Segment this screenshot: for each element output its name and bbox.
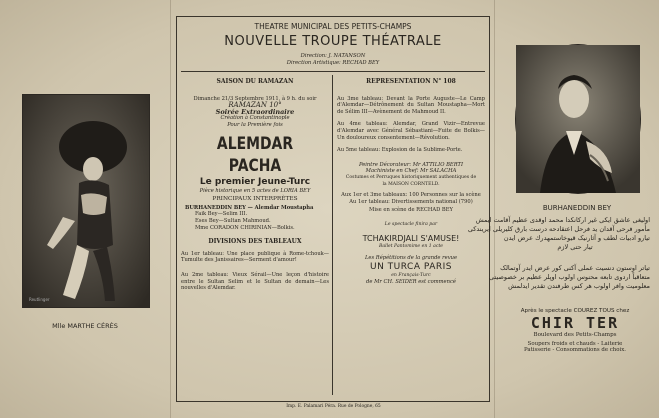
fold-line-right xyxy=(494,0,495,418)
cast-1: BURHANEDDIN BEY — Alemdar Moustapha xyxy=(185,204,314,211)
patisserie: Patisserie - Consommations de choix. xyxy=(524,347,626,353)
entrees-1: Aux 1er et 3me tableaux: 100 Personnes sur la scène xyxy=(341,192,481,199)
column-divider xyxy=(332,75,333,395)
ottoman-line-3: تیارو ادبیات لطف و آثارنیک قیوخاستمهدرك عرض ایدن xyxy=(503,234,650,242)
tchakirdjali: TCHAKIRDJALI S'AMUSE! xyxy=(362,233,460,243)
right-column xyxy=(337,79,485,286)
boulevard: Boulevard des Petits-Champs xyxy=(533,332,617,338)
soiree: Soirée Extraordinaire xyxy=(215,107,295,116)
marthe-ceres-photo xyxy=(22,94,150,308)
ottoman-line-6: متعاقباً اردوی تابعه محنوس اولوب اوپلر عظیم بر خصوصیتی xyxy=(488,273,650,281)
marthe-ceres-caption: Mlle MARTHE CÉRÈS xyxy=(52,322,118,330)
tableau-5: Au 5me tableau: Explosion de la Sublime-Porte. xyxy=(337,147,463,154)
entrees-2: Au 1er tableau: Divertissements national (790) xyxy=(349,198,473,205)
theatre-name: THEATRE MUNICIPAL DES PETITS-CHAMPS xyxy=(254,22,412,31)
burhaneddin-bey-caption: BURHANEDDIN BEY xyxy=(542,204,612,212)
cast-3: Eses Bey—Sultan Mahmoud. xyxy=(195,217,271,224)
ottoman-line-4: تیار حتی لازم xyxy=(557,243,593,251)
header-rule xyxy=(181,71,485,72)
play-title: ALEMDAR PACHA xyxy=(216,133,294,176)
en-francais-turc: en Français-Turc xyxy=(391,272,431,278)
troupe-title: NOUVELLE TROUPE THÉATRALE xyxy=(224,34,442,49)
apres-spectacle: Après le spectacle COUREZ TOUS chez xyxy=(520,308,630,314)
ramazan: RAMAZAN 10° xyxy=(228,101,282,110)
program-frame xyxy=(176,16,490,402)
saison: SAISON DU RAMAZAN xyxy=(216,78,294,85)
chir-ter-advert xyxy=(500,308,650,353)
de-seider: de Mr CH. SEIDER est commencé xyxy=(366,279,456,286)
interpretes: PRINCIPAUX INTERPRÈTES xyxy=(212,196,298,203)
costumes-1: Costumes et Perruques historiquement authentiques de xyxy=(345,174,477,180)
chir-ter-name: CHIR TER xyxy=(530,314,620,332)
left-column xyxy=(181,79,329,292)
divisions-heading: DIVISIONS DES TABLEAUX xyxy=(208,238,302,246)
piece: Pièce historique en 5 actes de LORIA BEY xyxy=(199,187,311,194)
soupers: Soupers froids et chauds - Laiterie xyxy=(527,341,623,347)
date: Dimanche 21/3 Septembre 1911, à 9 h. du soir xyxy=(193,95,317,102)
fold-line-left xyxy=(170,0,171,418)
ottoman-line-2: مأمور فرحی آقدان ید فرحل اعتقادحه درست بارق کلیریلی ایریندکی xyxy=(467,225,650,233)
ottoman-text-block-2 xyxy=(488,264,650,291)
peintre: Peintre Décorateur: Mr ATTILIO BERTI xyxy=(358,161,464,168)
mise-en-scene: Mise en scène de RECHAD BEY xyxy=(369,207,453,214)
costumes-2: la MAISON CORNTELD. xyxy=(382,181,440,187)
repetitions: Les Répétitions de la grande revue xyxy=(364,255,458,262)
ballet: Ballet Pantomime en 1 acte xyxy=(378,243,444,249)
creation-1: Création à Constantinople xyxy=(220,115,290,122)
printer-footer: Imp. E. Palamari Péra. Rue de Pologne, 65 xyxy=(286,404,381,409)
tableau-2: Au 2me tableau: Vieux Sérail—Une leçon d'histoire entre le Sultan Selim et le Sultan de demain—Les nouvelles d'Alemdar. xyxy=(181,271,329,292)
representation: REPRESENTATION N° 108 xyxy=(366,78,456,85)
un-turca-paris: UN TURCA PARIS xyxy=(369,261,452,272)
direction-artistique: Direction Artistique: RECHAD BEY xyxy=(286,60,380,66)
ottoman-line-7: معلومیت وافر اولوب هر کس طرفندن تقدیر ایدلمش xyxy=(508,282,650,290)
direction: Direction: J. NATANSON xyxy=(300,53,366,59)
cast-4: Mme CORADON CHIRINIAN—Bolkis. xyxy=(195,224,295,231)
burhaneddin-bey-photo xyxy=(515,44,641,194)
play-subtitle: Le premier Jeune-Turc xyxy=(199,176,311,187)
ottoman-line-1: اولیغی عاشق ایکی غیر ارکانکدا محمد اوقدی عظیم آقامت ایمش xyxy=(475,216,650,224)
cast-2: Faik Bey—Selim III. xyxy=(195,211,248,218)
tableau-4: Au 4me tableau: Alemdar, Grand Vizir—Entrevue d'Alemdar avec Général Sébastiani—Fuite de Bolkis—Un douloureux consentement—Révolution. xyxy=(337,121,485,141)
machiniste: Machiniste en Chef: Mr SALACHA xyxy=(365,168,457,175)
tableau-1: Au 1er tableau: Une place publique à Rome-tchouk—Tumulte des Janissaires—Serment d'amour! xyxy=(181,250,329,264)
tableau-3: Au 3me tableau: Devant la Porte Auguste—Le Camp d'Alemdar—Détrônement du Sultan Moustapha—Mort de Sélim III—Avènement de Mahmoud II. xyxy=(337,95,485,115)
ottoman-text-block-1 xyxy=(467,216,650,252)
creation-2: Pour la Première fois xyxy=(227,121,283,128)
photo-mark: Reutlinger xyxy=(29,297,50,302)
ottoman-line-5: تیاتر اوستون دنسیت عملی آکنی کور عرض ایدر آوتمالک xyxy=(500,264,650,272)
spectacle-finira: Le spectacle finira par xyxy=(384,221,438,227)
